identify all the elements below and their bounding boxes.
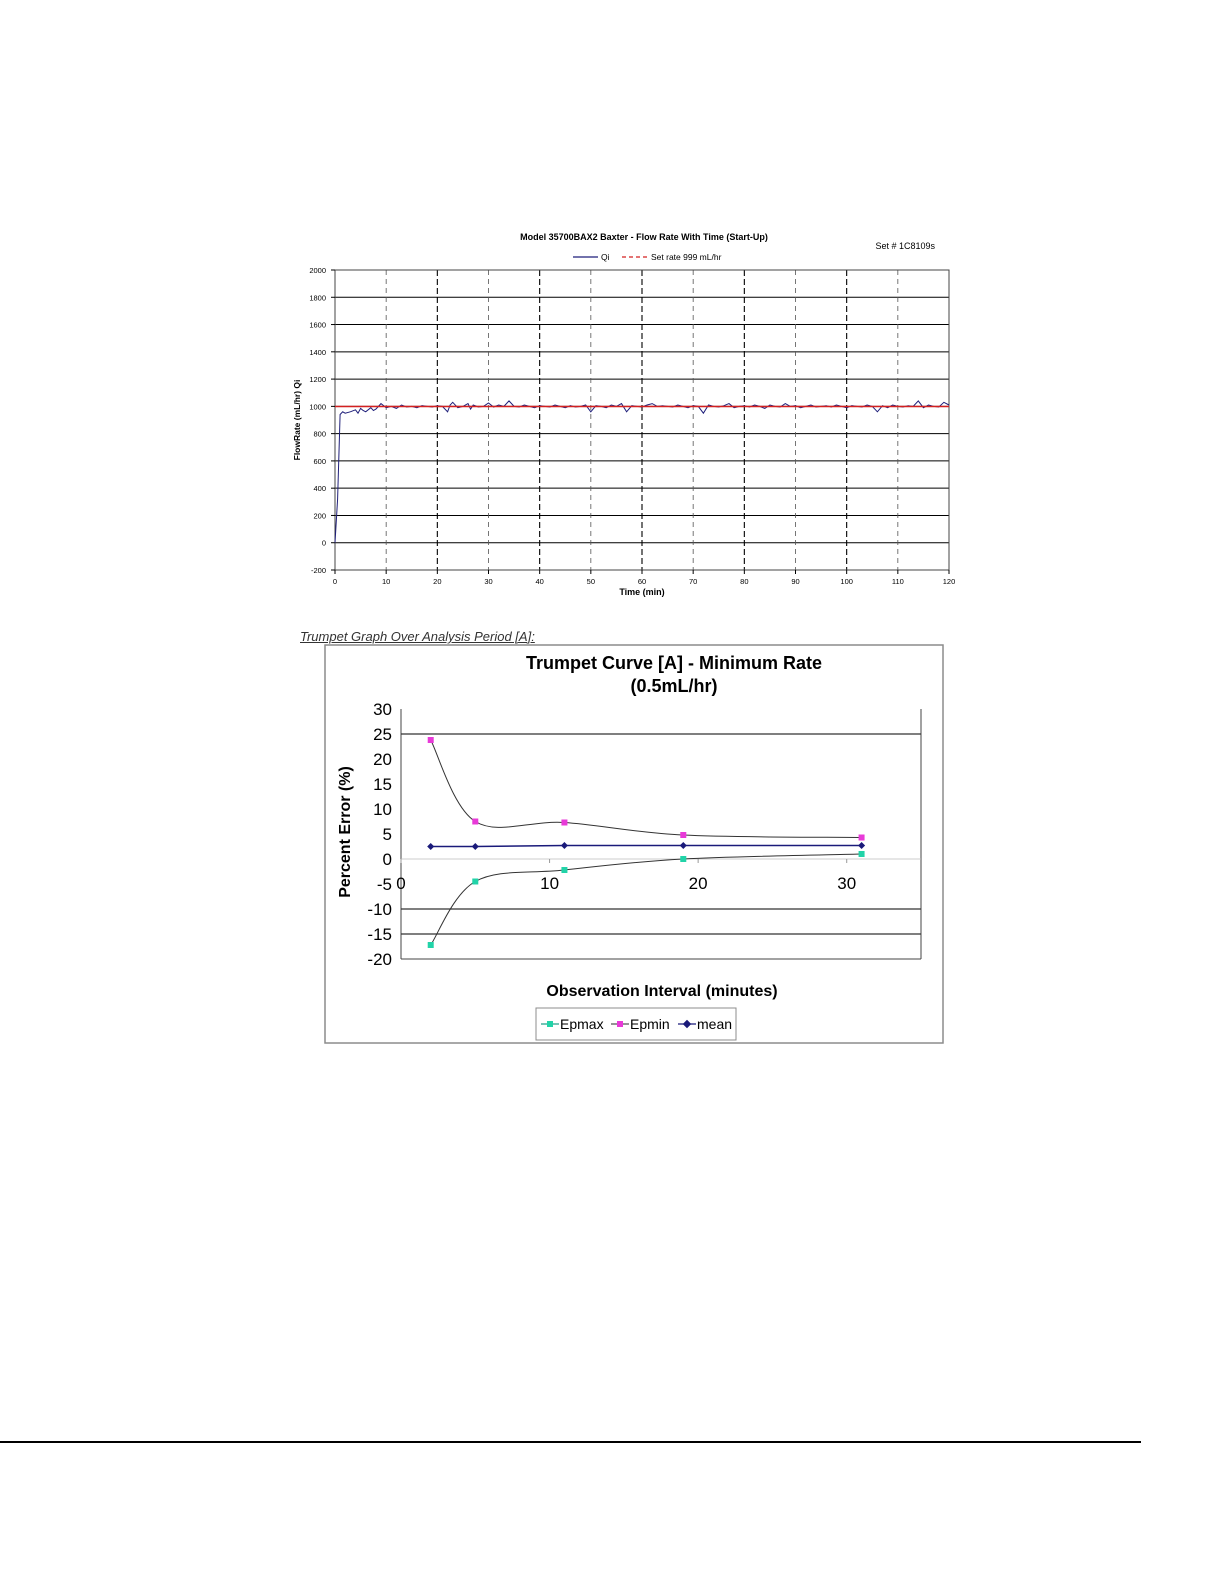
trumpet-x-tick-label: 30: [837, 874, 857, 893]
legend-epmax-marker: [547, 1021, 553, 1027]
flow-chart-xlabel: Time (min): [619, 587, 665, 597]
trumpet-chart-subtitle: (0.5mL/hr): [630, 676, 718, 696]
epmax-point: [859, 851, 865, 857]
flow-rate-chart: [280, 224, 970, 604]
flow-y-tick-label: 1800: [309, 293, 326, 303]
trumpet-curve-chart: [322, 642, 946, 1048]
flow-y-tick-label: 200: [313, 511, 326, 521]
flow-y-tick-label: 800: [313, 429, 326, 439]
trumpet-y-tick-label: 0: [382, 850, 392, 869]
flow-y-tick-label: -200: [310, 566, 326, 575]
trumpet-x-tick-label: 20: [688, 874, 708, 893]
epmax-point: [472, 879, 478, 885]
flow-x-tick-label: 80: [740, 577, 749, 586]
trumpet-chart-ylabel: Percent Error (%): [337, 766, 354, 898]
flow-x-tick-label: 60: [637, 577, 647, 586]
flow-x-tick-label: 50: [586, 577, 596, 586]
trumpet-y-tick-label: -15: [367, 925, 392, 944]
flow-y-tick-label: 1400: [309, 347, 326, 357]
flow-x-tick-label: 70: [688, 577, 698, 586]
trumpet-y-tick-label: 5: [382, 825, 392, 844]
flow-x-tick-label: 100: [840, 577, 853, 586]
trumpet-y-tick-label: 30: [373, 700, 392, 719]
flow-x-tick-label: 90: [791, 577, 800, 586]
trumpet-y-tick-label: 15: [373, 775, 392, 794]
flow-chart-set-label: Set # 1C8109s: [875, 241, 935, 251]
trumpet-y-tick-label: -5: [376, 875, 392, 894]
trumpet-y-tick-label: -20: [367, 950, 392, 969]
legend-epmin-marker: [617, 1021, 623, 1027]
flow-x-tick-label: 120: [942, 577, 956, 586]
flow-chart-title: Model 35700BAX2 Baxter - Flow Rate With Time (Start-Up): [520, 232, 768, 242]
epmin-point: [680, 832, 686, 838]
flow-x-tick-label: 30: [484, 577, 493, 586]
flow-y-tick-label: 1000: [309, 402, 326, 412]
legend-epmax-label: Epmax: [560, 1016, 604, 1032]
trumpet-graph-heading: Trumpet Graph Over Analysis Period [A]:: [300, 629, 535, 644]
flow-x-tick-label: 40: [535, 577, 544, 586]
flow-y-tick-label: 1600: [309, 320, 326, 330]
flow-chart-ylabel: FlowRate (mL/hr) Qi: [292, 379, 302, 461]
epmin-point: [859, 835, 865, 841]
epmax-point: [561, 867, 567, 873]
legend-mean-label: mean: [697, 1016, 733, 1032]
flow-x-tick-label: 10: [381, 577, 391, 586]
trumpet-chart-xlabel: Observation Interval (minutes): [546, 983, 778, 1000]
flow-x-tick-label: 0: [332, 577, 338, 586]
flow-chart-legend: [573, 252, 722, 262]
trumpet-y-tick-label: 25: [373, 725, 392, 744]
flow-y-tick-label: 1200: [309, 375, 326, 385]
epmax-point: [428, 942, 434, 948]
flow-y-tick-label: 0: [321, 538, 326, 548]
legend-qi-label: Qi: [601, 252, 610, 262]
flow-x-tick-label: 20: [433, 577, 442, 586]
trumpet-y-tick-label: 20: [373, 750, 392, 769]
flow-x-tick-label: 110: [891, 577, 904, 586]
flow-y-tick-label: 400: [313, 484, 326, 494]
trumpet-y-tick-label: 10: [373, 800, 392, 819]
flow-y-tick-label: 600: [313, 456, 326, 466]
trumpet-x-tick-label: 0: [396, 874, 406, 893]
trumpet-chart-legend: [536, 1008, 736, 1040]
trumpet-x-tick-label: 10: [540, 874, 560, 893]
legend-epmin-label: Epmin: [630, 1016, 670, 1032]
page-footer-rule: [0, 1441, 1141, 1443]
trumpet-y-tick-label: -10: [367, 900, 392, 919]
epmin-point: [561, 820, 567, 826]
flow-y-tick-label: 2000: [309, 266, 326, 275]
epmin-point: [428, 737, 434, 743]
trumpet-chart-title: Trumpet Curve [A] - Minimum Rate: [525, 653, 823, 673]
epmin-point: [472, 819, 478, 825]
epmax-point: [680, 856, 686, 862]
legend-set-rate-label: Set rate 999 mL/hr: [651, 252, 722, 262]
